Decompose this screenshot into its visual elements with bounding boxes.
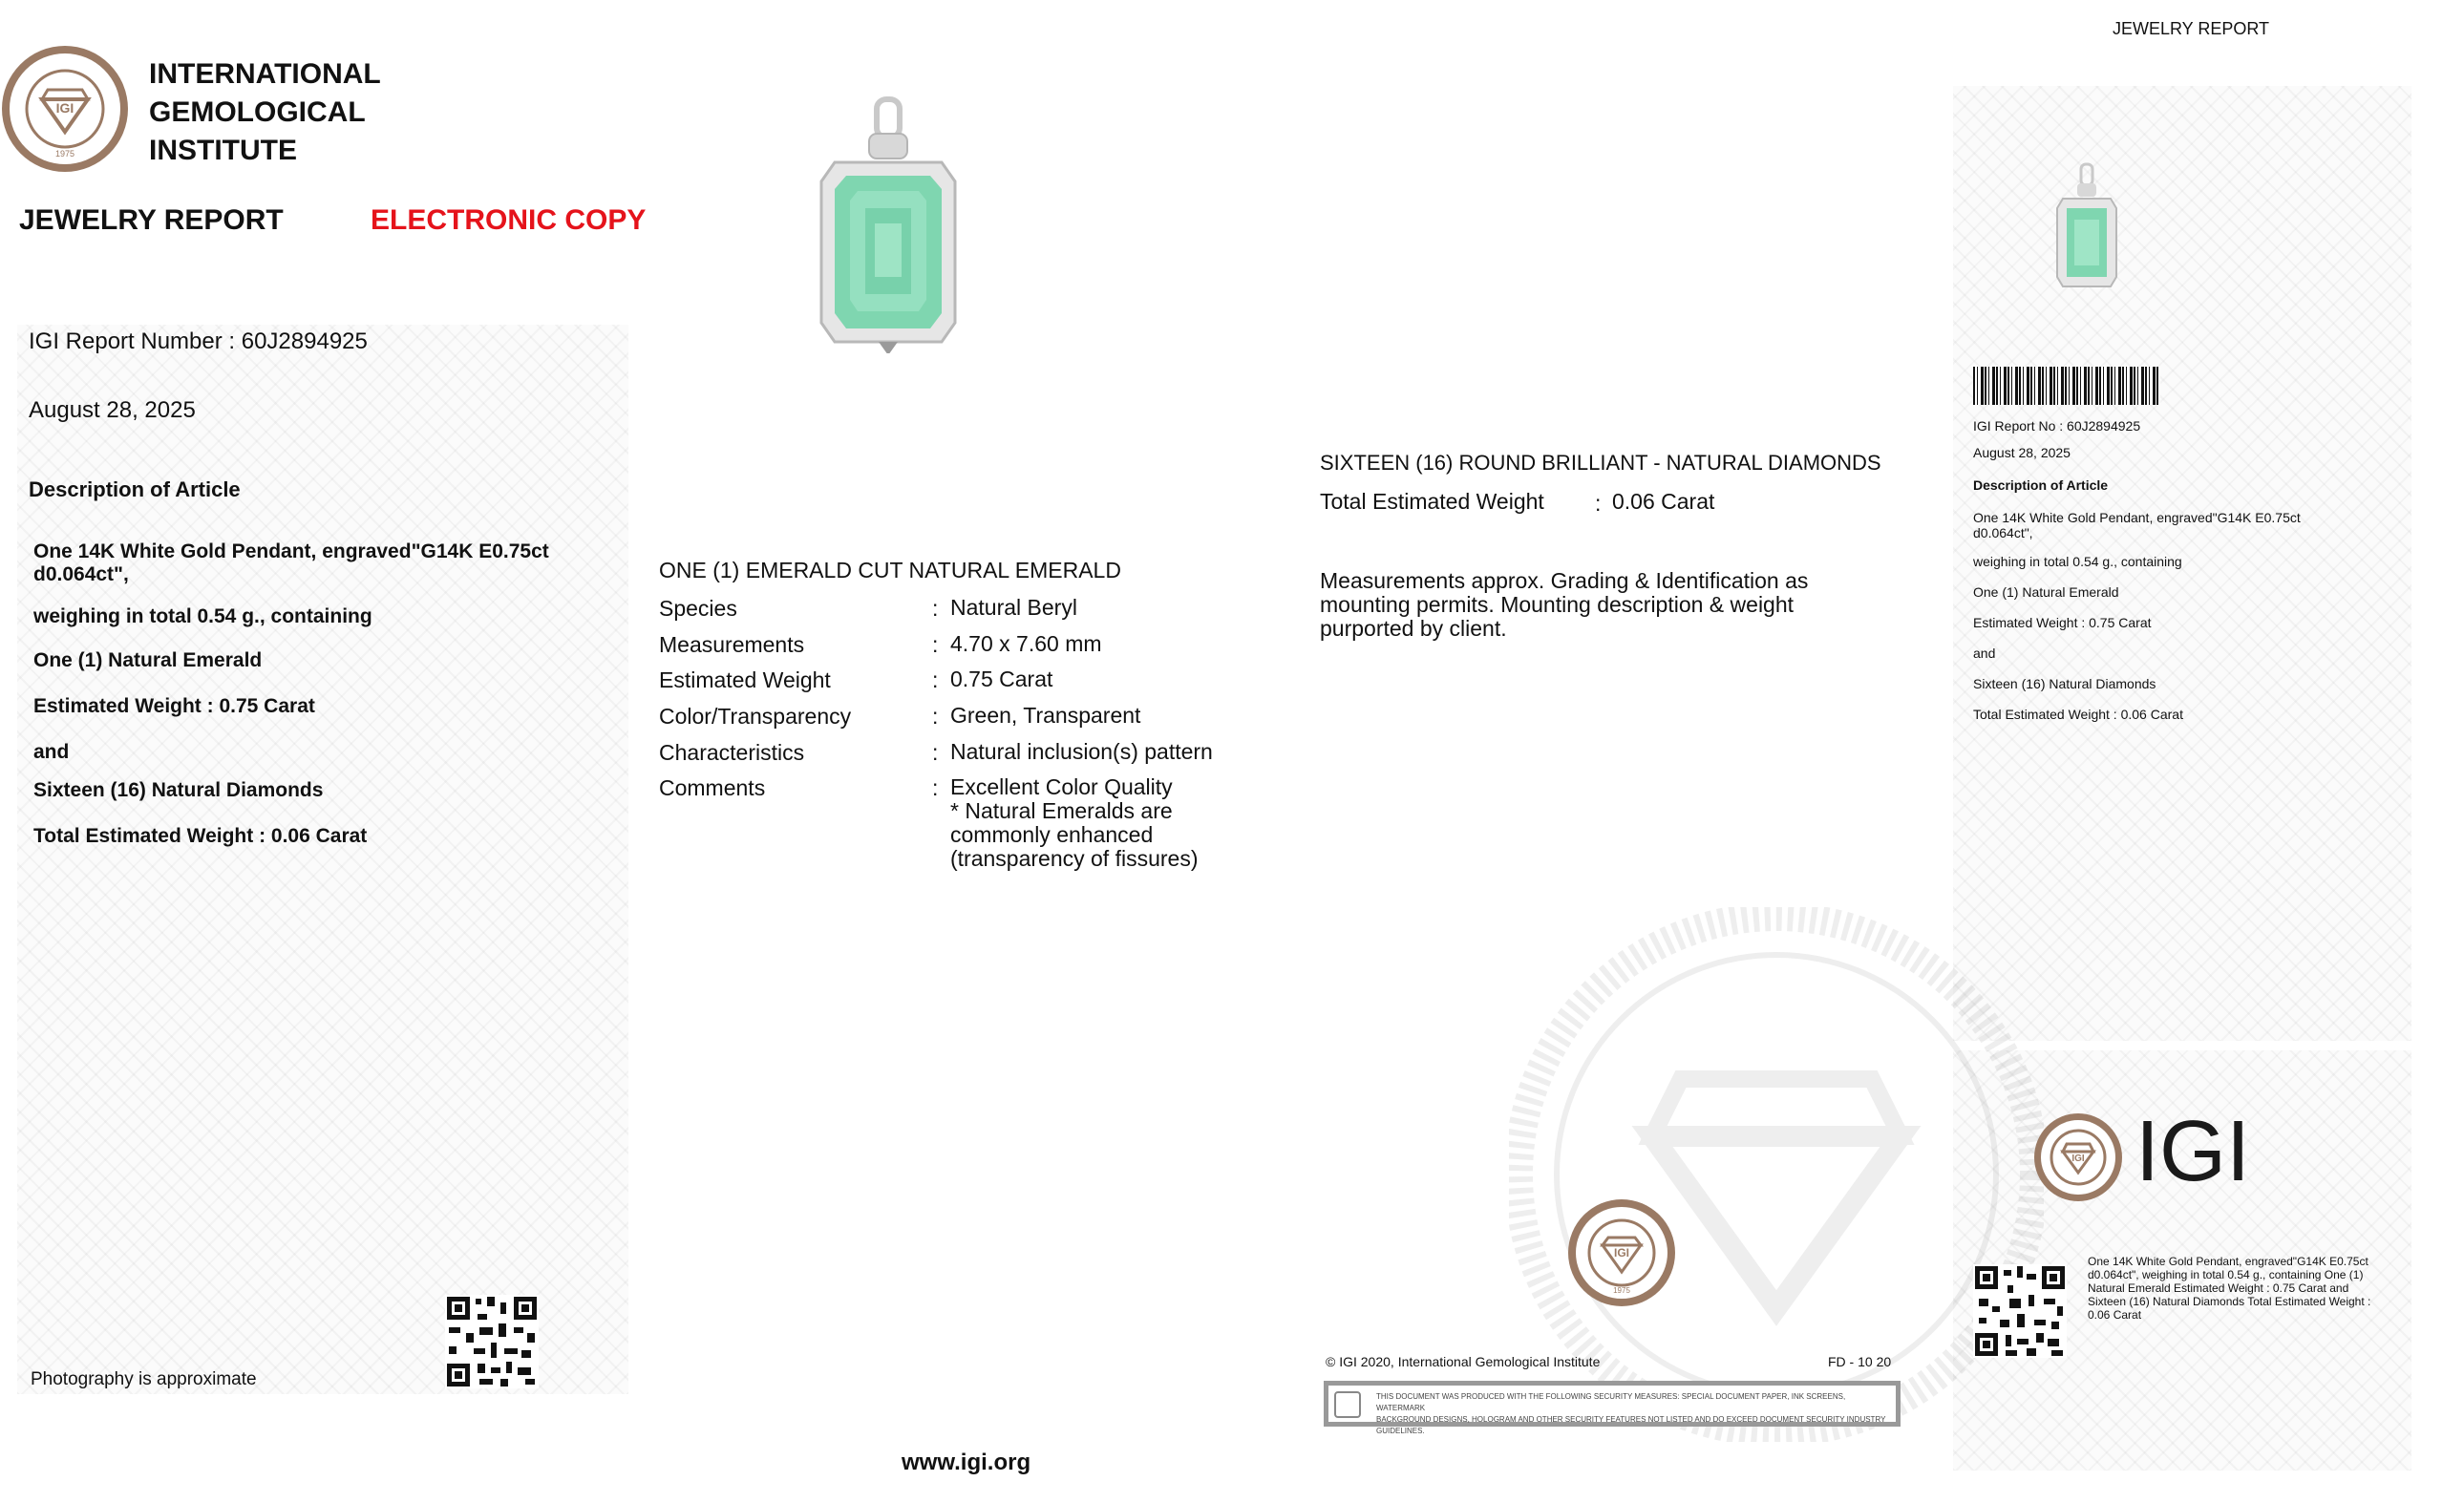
svg-text:IGI: IGI	[55, 100, 74, 116]
comment-line: (transparency of fissures)	[950, 846, 1199, 871]
comment-line: * Natural Emeralds are	[950, 798, 1173, 823]
spec-value-color: Green, Transparent	[950, 703, 1141, 728]
stub-pendant-photo	[2053, 162, 2120, 296]
diamonds-heading: SIXTEEN (16) ROUND BRILLIANT - NATURAL DIAMONDS	[1320, 451, 1881, 475]
spec-colon: :	[932, 704, 939, 729]
security-line: BACKGROUND DESIGNS, HOLOGRAM AND OTHER SECURITY FEATURES NOT LISTED AND DO EXCEED DOCUMENT SECURITY INDUSTRY GUIDELINES.	[1376, 1415, 1886, 1435]
spec-value-characteristics: Natural inclusion(s) pattern	[950, 739, 1213, 764]
stub-line: Total Estimated Weight : 0.06 Carat	[1973, 707, 2183, 722]
spec-value-species: Natural Beryl	[950, 595, 1077, 620]
pendant-photo	[812, 95, 965, 353]
qr-caption-line: 0.06 Carat	[2088, 1308, 2142, 1322]
description-line: Sixteen (16) Natural Diamonds	[33, 779, 324, 801]
description-title: Description of Article	[29, 477, 241, 501]
stub-brand-wordmark: IGI	[2135, 1104, 2251, 1199]
spec-label-color: Color/Transparency	[659, 704, 852, 729]
qr-caption-line: Sixteen (16) Natural Diamonds Total Estimated Weight :	[2088, 1295, 2371, 1308]
spec-label-characteristics: Characteristics	[659, 740, 805, 765]
institute-name-line3: INSTITUTE	[149, 135, 297, 166]
measurement-note	[1320, 569, 1808, 641]
stub-description-title: Description of Article	[1973, 477, 2109, 493]
stub-line: d0.064ct",	[1973, 525, 2033, 540]
description-line: Estimated Weight : 0.75 Carat	[33, 695, 315, 717]
spec-colon: :	[932, 740, 939, 765]
form-code: FD - 10 20	[1828, 1354, 1892, 1369]
qr-caption-line: One 14K White Gold Pendant, engraved"G14K E0.75ct	[2088, 1255, 2368, 1268]
stub-qr-caption	[2088, 1255, 2403, 1322]
emerald-heading: ONE (1) EMERALD CUT NATURAL EMERALD	[659, 558, 1121, 582]
stub-seal-logo	[2032, 1111, 2124, 1203]
security-notice	[1324, 1381, 1901, 1435]
diamonds-weight-label: Total Estimated Weight	[1320, 489, 1544, 514]
spec-label-comments: Comments	[659, 775, 766, 800]
website-link[interactable]: www.igi.org	[902, 1450, 1031, 1475]
comment-line: Excellent Color Quality	[950, 774, 1173, 799]
spec-label-weight: Estimated Weight	[659, 667, 831, 692]
institute-name-line1: INTERNATIONAL	[149, 58, 381, 90]
qr-caption-line: d0.064ct", weighing in total 0.54 g., containing One (1)	[2088, 1268, 2364, 1281]
footer-seal-logo	[1566, 1197, 1677, 1308]
qr-caption-line: Natural Emerald Estimated Weight : 0.75 Carat and	[2088, 1281, 2349, 1295]
stub-barcode	[1973, 367, 2160, 405]
stub-report-number: IGI Report No : 60J2894925	[1973, 418, 2141, 434]
security-line: THIS DOCUMENT WAS PRODUCED WITH THE FOLLOWING SECURITY MEASURES: SPECIAL DOCUMENT PAPER, INK SCREENS, WATERMARK	[1376, 1392, 1846, 1412]
description-line: and	[33, 741, 70, 763]
description-line: d0.064ct",	[33, 563, 129, 585]
description-line: weighing in total 0.54 g., containing	[33, 605, 372, 627]
diamonds-colon: :	[1595, 491, 1602, 516]
top-right-report-label: JEWELRY REPORT	[2113, 19, 2270, 38]
description-line: Total Estimated Weight : 0.06 Carat	[33, 825, 368, 847]
report-type-title: JEWELRY REPORT	[19, 204, 284, 236]
spec-colon: :	[932, 775, 939, 800]
stub-line: Sixteen (16) Natural Diamonds	[1973, 676, 2156, 691]
institute-name	[149, 55, 381, 170]
comment-line: commonly enhanced	[950, 822, 1154, 847]
igi-seal-logo	[0, 44, 130, 174]
report-date: August 28, 2025	[29, 397, 196, 423]
report-number: IGI Report Number : 60J2894925	[29, 328, 368, 354]
qr-code-left[interactable]	[445, 1295, 539, 1388]
spec-label-species: Species	[659, 596, 737, 621]
note-line: purported by client.	[1320, 616, 1507, 641]
spec-value-measurements: 4.70 x 7.60 mm	[950, 631, 1102, 656]
spec-value-comments	[950, 775, 1198, 871]
svg-text:1975: 1975	[54, 149, 75, 159]
stub-line: and	[1973, 646, 1996, 661]
copyright: © IGI 2020, International Gemological Institute	[1326, 1354, 1601, 1369]
stub-line: One 14K White Gold Pendant, engraved"G14K E0.75ct	[1973, 510, 2301, 525]
diamonds-weight-value: 0.06 Carat	[1612, 489, 1715, 514]
stub-date: August 28, 2025	[1973, 445, 2071, 460]
qr-code-stub[interactable]	[1973, 1264, 2067, 1358]
electronic-copy-label: ELECTRONIC COPY	[371, 204, 647, 236]
spec-colon: :	[932, 632, 939, 657]
note-line: mounting permits. Mounting description & weight	[1320, 592, 1795, 617]
spec-value-weight: 0.75 Carat	[950, 667, 1053, 691]
note-line: Measurements approx. Grading & Identification as	[1320, 568, 1809, 593]
svg-text:1975: 1975	[1613, 1286, 1630, 1295]
security-text	[1376, 1391, 1896, 1437]
svg-text:IGI: IGI	[1613, 1246, 1630, 1260]
description-line: One 14K White Gold Pendant, engraved"G14K E0.75ct	[33, 540, 549, 562]
lock-icon	[1334, 1391, 1361, 1418]
photo-note: Photography is approximate	[31, 1369, 257, 1389]
stub-line: Estimated Weight : 0.75 Carat	[1973, 615, 2152, 630]
description-line: One (1) Natural Emerald	[33, 649, 263, 671]
stub-line: weighing in total 0.54 g., containing	[1973, 554, 2182, 569]
svg-text:IGI: IGI	[2071, 1154, 2085, 1164]
stub-line: One (1) Natural Emerald	[1973, 584, 2119, 600]
spec-label-measurements: Measurements	[659, 632, 805, 657]
institute-name-line2: GEMOLOGICAL	[149, 96, 366, 128]
spec-colon: :	[932, 596, 939, 621]
spec-colon: :	[932, 667, 939, 692]
